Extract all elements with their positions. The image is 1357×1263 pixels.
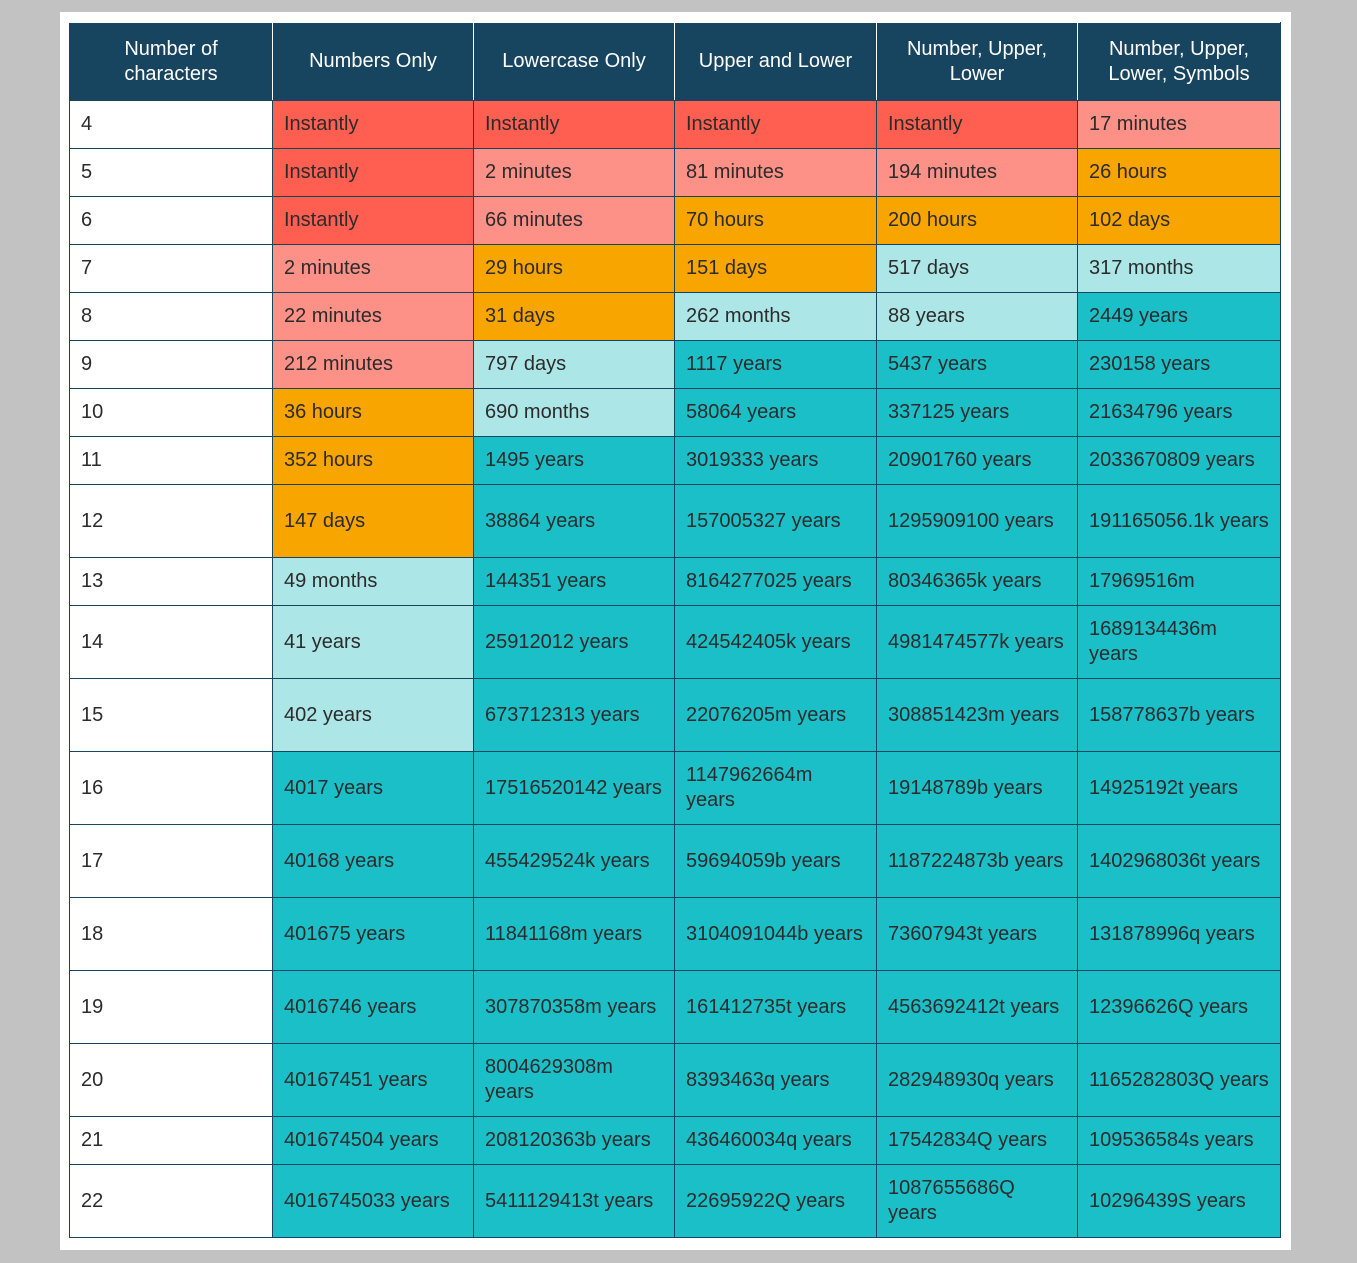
crack-time-cell: 14925192t years (1078, 752, 1281, 825)
table-row (70, 1117, 1281, 1165)
crack-time-cell: 158778637b years (1078, 679, 1281, 752)
crack-time-cell: 102 days (1078, 197, 1281, 245)
crack-time-cell: 4016746 years (273, 971, 474, 1044)
row-character-count: 21 (70, 1117, 273, 1165)
crack-time-cell: 38864 years (474, 485, 675, 558)
row-character-count: 20 (70, 1044, 273, 1117)
crack-time-cell: 4016745033 years (273, 1165, 474, 1238)
crack-time-cell: 212 minutes (273, 341, 474, 389)
table-row (70, 752, 1281, 825)
crack-time-cell: 673712313 years (474, 679, 675, 752)
crack-time-cell: 151 days (675, 245, 877, 293)
crack-time-cell: Instantly (273, 197, 474, 245)
row-character-count: 16 (70, 752, 273, 825)
table-row (70, 898, 1281, 971)
crack-time-cell: 352 hours (273, 437, 474, 485)
crack-time-cell: 21634796 years (1078, 389, 1281, 437)
row-character-count: 5 (70, 149, 273, 197)
crack-time-cell: 797 days (474, 341, 675, 389)
crack-time-cell: 4017 years (273, 752, 474, 825)
table-row (70, 1044, 1281, 1117)
crack-time-cell: 2 minutes (273, 245, 474, 293)
crack-time-cell: 1117 years (675, 341, 877, 389)
crack-time-cell: 282948930q years (877, 1044, 1078, 1117)
table-row (70, 825, 1281, 898)
crack-time-cell: 3019333 years (675, 437, 877, 485)
crack-time-cell: 208120363b years (474, 1117, 675, 1165)
crack-time-cell: 402 years (273, 679, 474, 752)
crack-time-cell: 31 days (474, 293, 675, 341)
crack-time-cell: 5411129413t years (474, 1165, 675, 1238)
row-character-count: 17 (70, 825, 273, 898)
table-row (70, 101, 1281, 149)
crack-time-cell: 191165056.1k years (1078, 485, 1281, 558)
crack-time-cell: 690 months (474, 389, 675, 437)
crack-time-cell: 2449 years (1078, 293, 1281, 341)
password-crack-time-table (69, 22, 1281, 1238)
table-row (70, 245, 1281, 293)
row-character-count: 7 (70, 245, 273, 293)
row-character-count: 22 (70, 1165, 273, 1238)
crack-time-cell: 40168 years (273, 825, 474, 898)
crack-time-cell: 4563692412t years (877, 971, 1078, 1044)
table-body (70, 101, 1281, 1238)
crack-time-cell: 80346365k years (877, 558, 1078, 606)
crack-time-cell: Instantly (877, 101, 1078, 149)
table-row (70, 149, 1281, 197)
table-row (70, 341, 1281, 389)
table-row (70, 606, 1281, 679)
table-row (70, 293, 1281, 341)
crack-time-cell: 1402968036t years (1078, 825, 1281, 898)
crack-time-cell: 12396626Q years (1078, 971, 1281, 1044)
crack-time-cell: 40167451 years (273, 1044, 474, 1117)
row-character-count: 8 (70, 293, 273, 341)
crack-time-cell: 17542834Q years (877, 1117, 1078, 1165)
crack-time-cell: 36 hours (273, 389, 474, 437)
crack-time-cell: 11841168m years (474, 898, 675, 971)
table-header (70, 23, 1281, 101)
crack-time-cell: 5437 years (877, 341, 1078, 389)
crack-time-cell: 424542405k years (675, 606, 877, 679)
table-row (70, 1165, 1281, 1238)
crack-time-cell: 25912012 years (474, 606, 675, 679)
table-row (70, 485, 1281, 558)
row-character-count: 4 (70, 101, 273, 149)
header-lowercase-only: Lowercase Only (474, 23, 675, 101)
crack-time-cell: 1165282803Q years (1078, 1044, 1281, 1117)
crack-time-cell: 1689134436m years (1078, 606, 1281, 679)
crack-time-cell: 1187224873b years (877, 825, 1078, 898)
crack-time-cell: 20901760 years (877, 437, 1078, 485)
table-row (70, 389, 1281, 437)
header-numbers-only: Numbers Only (273, 23, 474, 101)
crack-time-cell: 109536584s years (1078, 1117, 1281, 1165)
crack-time-cell: Instantly (273, 149, 474, 197)
crack-time-cell: 8164277025 years (675, 558, 877, 606)
header-number-upper-lower-symbols: Number, Upper, Lower, Symbols (1078, 23, 1281, 101)
table-row (70, 437, 1281, 485)
crack-time-cell: 19148789b years (877, 752, 1078, 825)
header-upper-and-lower: Upper and Lower (675, 23, 877, 101)
row-character-count: 19 (70, 971, 273, 1044)
crack-time-cell: 131878996q years (1078, 898, 1281, 971)
table-row (70, 679, 1281, 752)
crack-time-cell: Instantly (273, 101, 474, 149)
crack-time-cell: 29 hours (474, 245, 675, 293)
crack-time-cell: 436460034q years (675, 1117, 877, 1165)
header-number-upper-lower: Number, Upper, Lower (877, 23, 1078, 101)
crack-time-cell: 307870358m years (474, 971, 675, 1044)
row-character-count: 14 (70, 606, 273, 679)
crack-time-cell: Instantly (474, 101, 675, 149)
header-row (70, 23, 1281, 101)
crack-time-cell: 41 years (273, 606, 474, 679)
crack-time-cell: 144351 years (474, 558, 675, 606)
crack-time-cell: 262 months (675, 293, 877, 341)
row-character-count: 15 (70, 679, 273, 752)
row-character-count: 6 (70, 197, 273, 245)
header-number-of-characters: Number of characters (70, 23, 273, 101)
crack-time-cell: 3104091044b years (675, 898, 877, 971)
crack-time-cell: 200 hours (877, 197, 1078, 245)
crack-time-cell: 337125 years (877, 389, 1078, 437)
row-character-count: 12 (70, 485, 273, 558)
row-character-count: 18 (70, 898, 273, 971)
crack-time-cell: 230158 years (1078, 341, 1281, 389)
row-character-count: 11 (70, 437, 273, 485)
crack-time-cell: 401674504 years (273, 1117, 474, 1165)
crack-time-cell: 66 minutes (474, 197, 675, 245)
crack-time-cell: 10296439S years (1078, 1165, 1281, 1238)
crack-time-cell: 2033670809 years (1078, 437, 1281, 485)
table-row (70, 971, 1281, 1044)
crack-time-cell: 88 years (877, 293, 1078, 341)
crack-time-cell: 1495 years (474, 437, 675, 485)
crack-time-cell: 455429524k years (474, 825, 675, 898)
crack-time-cell: 73607943t years (877, 898, 1078, 971)
crack-time-cell: 17516520142 years (474, 752, 675, 825)
table-row (70, 558, 1281, 606)
crack-time-cell: 401675 years (273, 898, 474, 971)
crack-time-cell: 1087655686Q years (877, 1165, 1078, 1238)
crack-time-cell: 22076205m years (675, 679, 877, 752)
crack-time-cell: 26 hours (1078, 149, 1281, 197)
crack-time-cell: 59694059b years (675, 825, 877, 898)
crack-time-cell: Instantly (675, 101, 877, 149)
crack-time-cell: 147 days (273, 485, 474, 558)
crack-time-cell: 58064 years (675, 389, 877, 437)
row-character-count: 10 (70, 389, 273, 437)
crack-time-cell: 161412735t years (675, 971, 877, 1044)
crack-time-cell: 517 days (877, 245, 1078, 293)
row-character-count: 9 (70, 341, 273, 389)
crack-time-cell: 308851423m years (877, 679, 1078, 752)
crack-time-cell: 2 minutes (474, 149, 675, 197)
crack-time-cell: 17 minutes (1078, 101, 1281, 149)
row-character-count: 13 (70, 558, 273, 606)
crack-time-cell: 70 hours (675, 197, 877, 245)
crack-time-cell: 8004629308m years (474, 1044, 675, 1117)
crack-time-cell: 157005327 years (675, 485, 877, 558)
crack-time-cell: 317 months (1078, 245, 1281, 293)
table-row (70, 197, 1281, 245)
crack-time-cell: 4981474577k years (877, 606, 1078, 679)
crack-time-cell: 1147962664m years (675, 752, 877, 825)
crack-time-cell: 8393463q years (675, 1044, 877, 1117)
crack-time-cell: 81 minutes (675, 149, 877, 197)
crack-time-cell: 22 minutes (273, 293, 474, 341)
crack-time-cell: 194 minutes (877, 149, 1078, 197)
crack-time-cell: 1295909100 years (877, 485, 1078, 558)
crack-time-cell: 22695922Q years (675, 1165, 877, 1238)
crack-time-cell: 17969516m (1078, 558, 1281, 606)
crack-time-cell: 49 months (273, 558, 474, 606)
